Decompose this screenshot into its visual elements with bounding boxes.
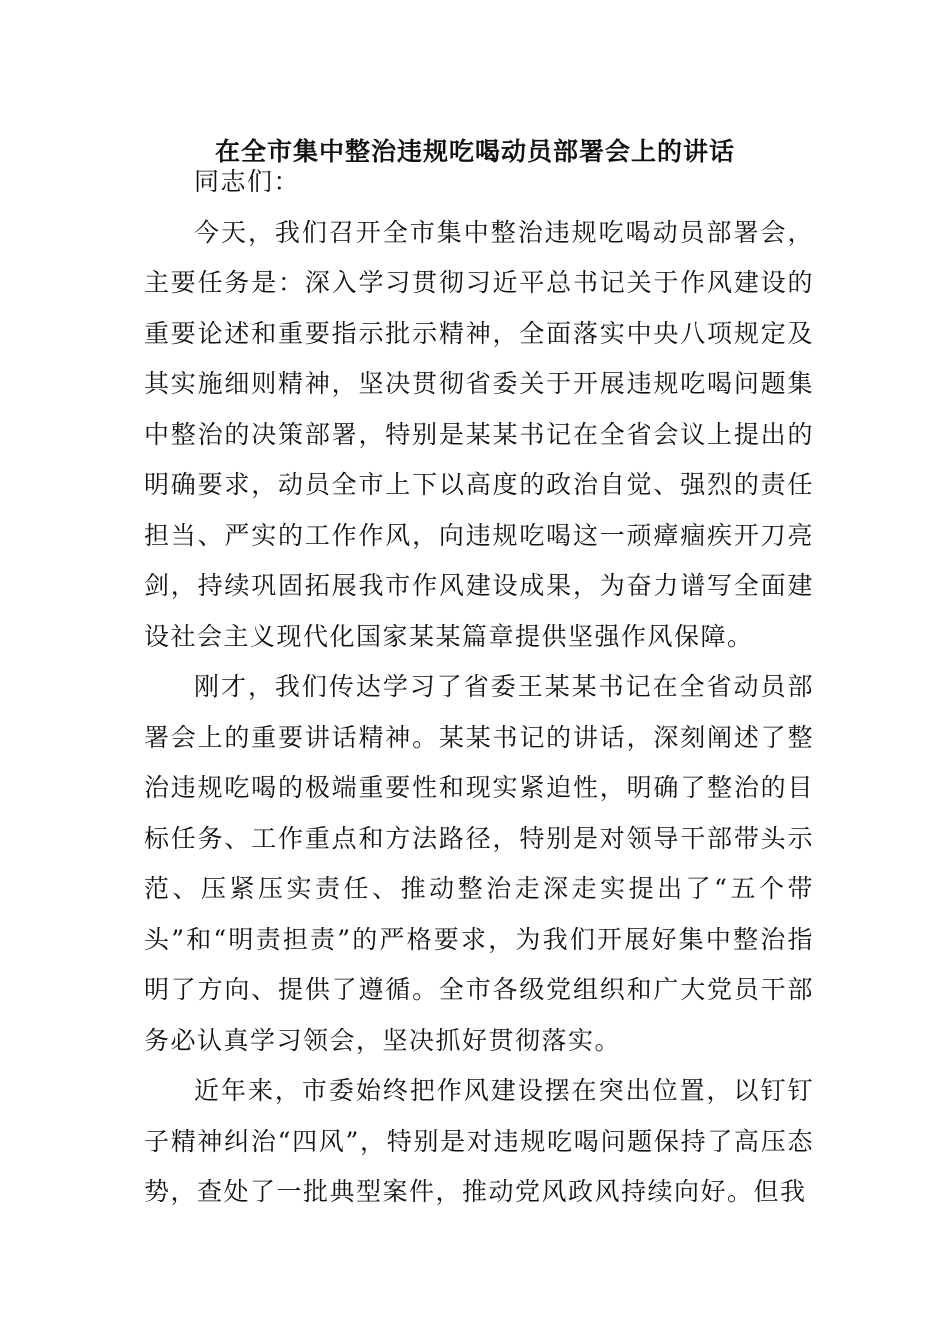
paragraph: 今天，我们召开全市集中整治违规吃喝动员部署会，主要任务是：深入学习贯彻习近平总书记关于作风建设的重要论述和重要指示批示精神，全面落实中央八项规定及其实施细则精神，坚决贯彻省委关于开展违规吃喝问题集中整治的决策部署，特别是某某书记在全省会议上提出的明确要求，动员全市上下以高度的政治自觉、强烈的责任担当、严实的工作作风，向违规吃喝这一顽瘴痼疾开刀亮剑，持续巩固拓展我市作风建设成果，为奋力谱写全面建设社会主义现代化国家某某篇章提供坚强作风保障。: [144, 217, 814, 651]
salutation: 同志们：: [194, 167, 301, 196]
paragraph: 近年来，市委始终把作风建设摆在突出位置，以钉钉子精神纠治“四风”，特别是对违规吃喝问题保持了高压态势，查处了一批典型案件，推动党风政风持续向好。但我: [144, 1076, 814, 1206]
document-body: [144, 157, 814, 1218]
document-title: 在全市集中整治违规吃喝动员部署会上的讲话: [214, 137, 735, 166]
paragraph: 刚才，我们传达学习了省委王某某书记在全省动员部署会上的重要讲话精神。某某书记的讲话，深刻阐述了整治违规吃喝的极端重要性和现实紧迫性，明确了整治的目标任务、工作重点和方法路径，特别是对领导干部带头示范、压紧压实责任、推动整治走深走实提出了“五个带头”和“明责担责”的严格要求，为我们开展好集中整治指明了方向、提供了遵循。全市各级党组织和广大党员干部务必认真学习领会，坚决抓好贯彻落实。: [144, 672, 814, 1055]
